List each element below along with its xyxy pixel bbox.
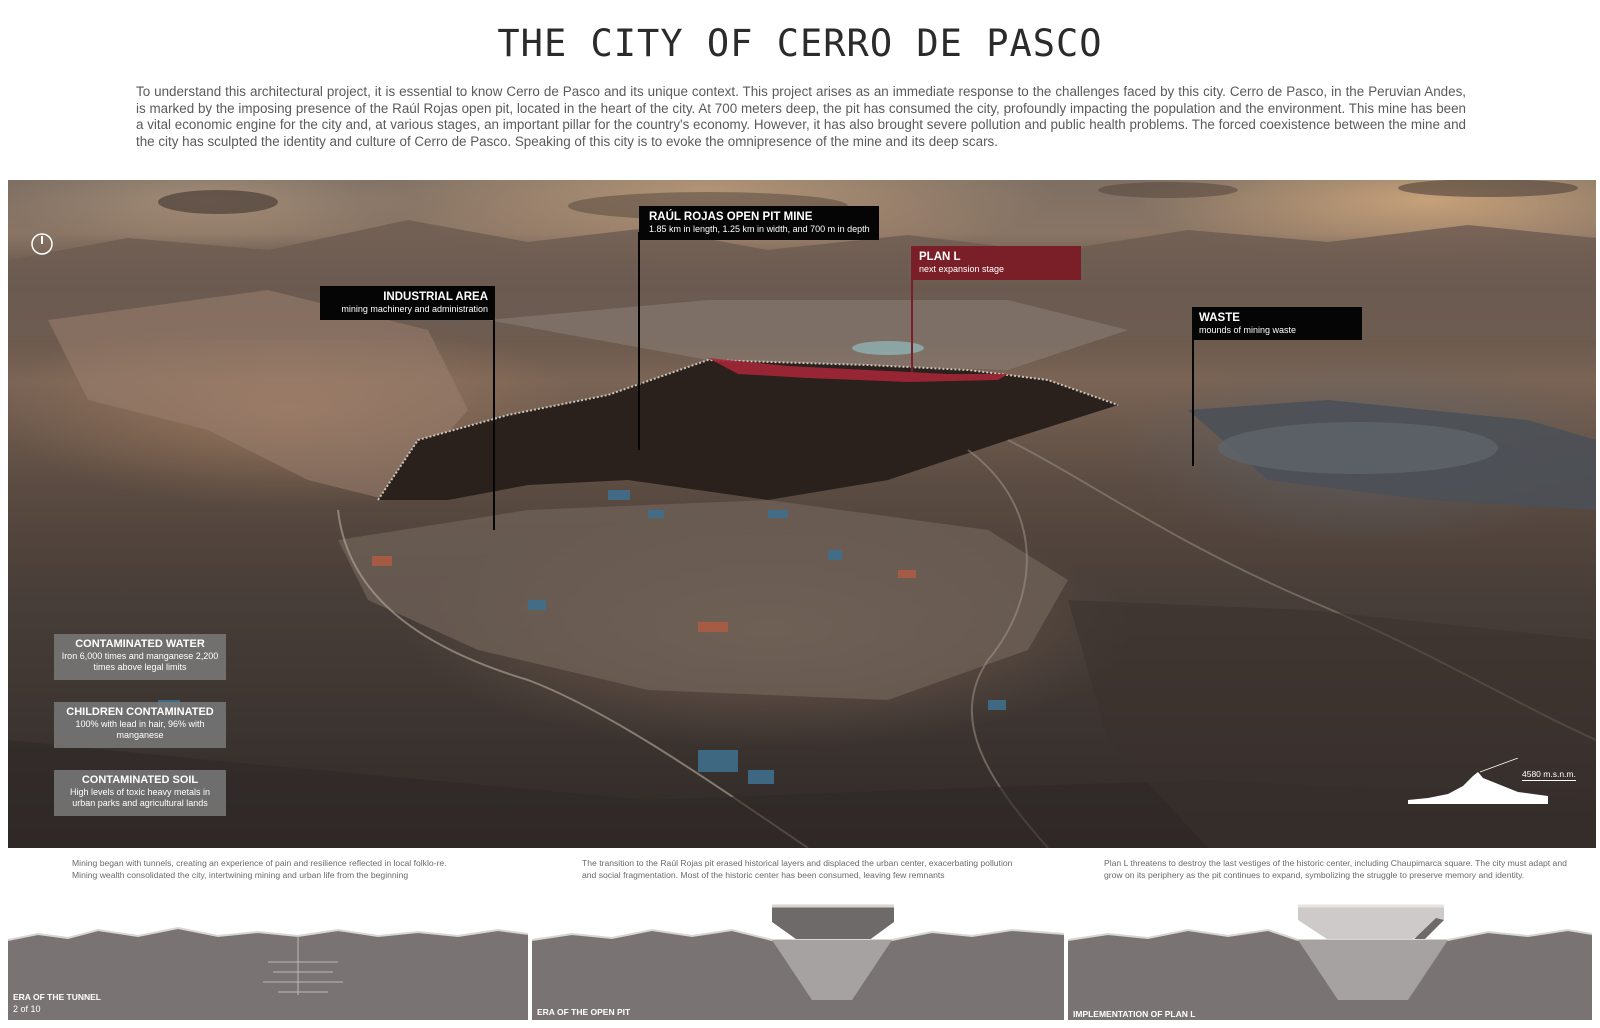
aerial-photo (8, 180, 1596, 848)
contaminated-water-title: CONTAMINATED WATER (75, 638, 205, 650)
contaminated-soil-title: CONTAMINATED SOIL (81, 774, 199, 786)
open-pit-section-diagram (532, 900, 1064, 1020)
children-contaminated-text: 100% with lead in hair, 96% with manganese (75, 719, 205, 740)
open-pit-era-label: ERA OF THE OPEN PIT (537, 1007, 631, 1017)
children-contaminated-box (54, 702, 226, 748)
elevation-label: 4580 m.s.n.m. (1522, 769, 1576, 779)
page-number: 2 of 10 (13, 1004, 41, 1014)
plan-l-era-label: IMPLEMENTATION OF PLAN L (1073, 1009, 1196, 1019)
plan-l-section-diagram (1068, 900, 1592, 1020)
section-plan-l (1068, 900, 1592, 1020)
city-scene-illustration (8, 180, 1596, 848)
page-title: THE CITY OF CERRO DE PASCO (497, 22, 1103, 65)
contaminated-water-box (54, 634, 226, 680)
tunnel-era-label: ERA OF THE TUNNEL (13, 992, 101, 1002)
section-open-pit (532, 900, 1064, 1020)
caption-plan-l: Plan L threatens to destroy the last vestiges of the historic center, including Chaupimarca square. The city must adapt and grow on its periphery as the pit continues to expand, symbolizing the struggle to preserve memory and identity. (1104, 858, 1567, 880)
caption-tunnel: Mining began with tunnels, creating an experience of pain and resilience reflected in local folklo-re. Mining wealth consolidated the city, intertwining mining and urban life from the beginning (72, 858, 447, 880)
intro-paragraph: To understand this architectural project, it is essential to know Cerro de Pasco and its unique context. This project arises as an immediate response to the challenges faced by this city. Cerro de Pasco, in the Peruvian Andes, is marked by the imposing presence of the Raúl Rojas open pit, located in the heart of the city. At 700 meters deep, the pit has consumed the city, profoundly impacting the population and the environment. This mine has been a vital economic engine for the city and, at various stages, an important pillar for the country's economy. However, it has also brought severe pollution and public health problems. The forced coexistence between the mine and the city has sculpted the identity and culture of Cerro de Pasco. Speaking of this city is to evoke the omnipresence of the mine and its deep scars. (136, 84, 1466, 149)
industrial-leader-line (493, 310, 495, 530)
children-contaminated-title: CHILDREN CONTAMINATED (66, 706, 214, 718)
mine-callout (639, 206, 879, 240)
waste-callout (1192, 307, 1362, 340)
tunnel-section-diagram (8, 900, 528, 1020)
contaminated-water-text: Iron 6,000 times and manganese 2,200 times above legal limits (61, 651, 219, 672)
waste-subtitle: mounds of mining waste (1199, 325, 1297, 335)
planl-leader-line (911, 272, 913, 372)
plan-l-callout (911, 246, 1081, 280)
industrial-area-subtitle: mining machinery and administration (341, 304, 488, 314)
contaminated-soil-box (54, 770, 226, 816)
elevation-profile-icon (1408, 758, 1548, 804)
waste-leader-line (1192, 330, 1194, 466)
mine-subtitle: 1.85 km in length, 1.25 km in width, and 700 m in depth (649, 224, 870, 234)
industrial-area-title: INDUSTRIAL AREA (383, 291, 488, 303)
plan-l-subtitle: next expansion stage (919, 264, 1005, 274)
waste-title: WASTE (1199, 312, 1240, 324)
section-tunnel (8, 900, 528, 1020)
contaminated-soil-text: High levels of toxic heavy metals in urban parks and agricultural lands (69, 787, 211, 808)
caption-open-pit: The transition to the Raúl Rojas pit erased historical layers and displaced the urban center, exacerbating pollution and social fragmentation. Most of the historic center has been consumed, leaving few remnants (582, 858, 1013, 880)
mine-leader-line (638, 232, 640, 450)
plan-l-title: PLAN L (919, 251, 961, 263)
mine-title: RAÚL ROJAS OPEN PIT MINE (649, 211, 813, 223)
north-arrow-icon (30, 232, 54, 256)
industrial-area-callout (320, 286, 495, 320)
